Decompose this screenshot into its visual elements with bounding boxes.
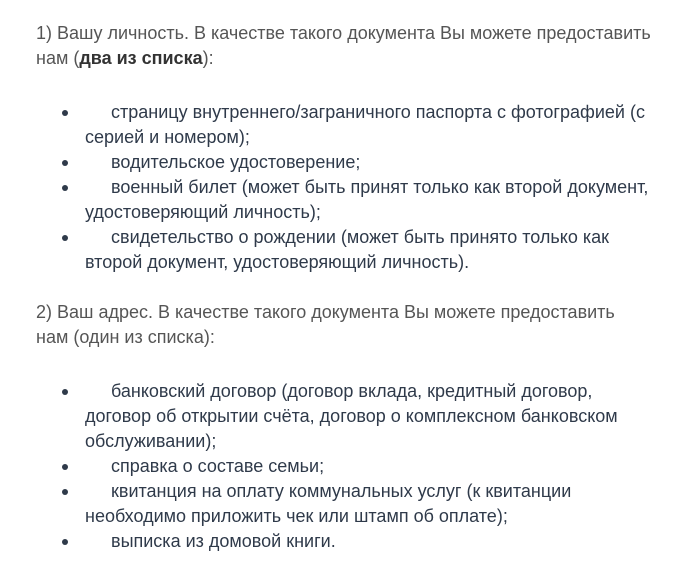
list-item-text: свидетельство о рождении (может быть принято только как второй документ, удостоверяющий личность). — [85, 227, 610, 272]
list-item — [85, 479, 651, 529]
list-item-text: справка о составе семьи; — [111, 456, 325, 476]
list-item — [85, 529, 651, 554]
section-address-intro: 2) Ваш адрес. В качестве такого документа Вы можете предоставить нам (один из списка): — [36, 302, 615, 347]
list-item-text: военный билет (может быть принят только как второй документ, удостоверяющий личность); — [85, 177, 649, 222]
list-item — [85, 379, 651, 454]
list-item — [85, 100, 651, 150]
list-item-text: банковский договор (договор вклада, кредитный договор, договор об открытии счёта, договор о комплексном банковском обслуживании); — [85, 381, 618, 451]
intro-text-end: ): — [202, 48, 214, 68]
intro-text-start: 1) Вашу личность. В качестве такого документа Вы можете предоставить нам ( — [36, 23, 651, 68]
section-address — [36, 300, 651, 554]
list-item — [85, 225, 651, 275]
list-item — [85, 150, 651, 175]
list-item-text: выписка из домовой книги. — [111, 531, 336, 551]
intro-emphasis: два из списка — [79, 48, 203, 68]
list-item-text: страницу внутреннего/заграничного паспорта с фотографией (с серией и номером); — [85, 102, 645, 147]
list-item — [85, 175, 651, 225]
list-item-text: водительское удостоверение; — [111, 152, 361, 172]
section-identity-intro — [36, 21, 651, 71]
list-item — [85, 454, 651, 479]
section-identity — [36, 21, 651, 275]
list-item-text: квитанция на оплату коммунальных услуг (к квитанции необходимо приложить чек или штамп об оплате); — [85, 481, 572, 526]
identity-documents-list — [36, 100, 651, 275]
address-documents-list — [36, 379, 651, 554]
